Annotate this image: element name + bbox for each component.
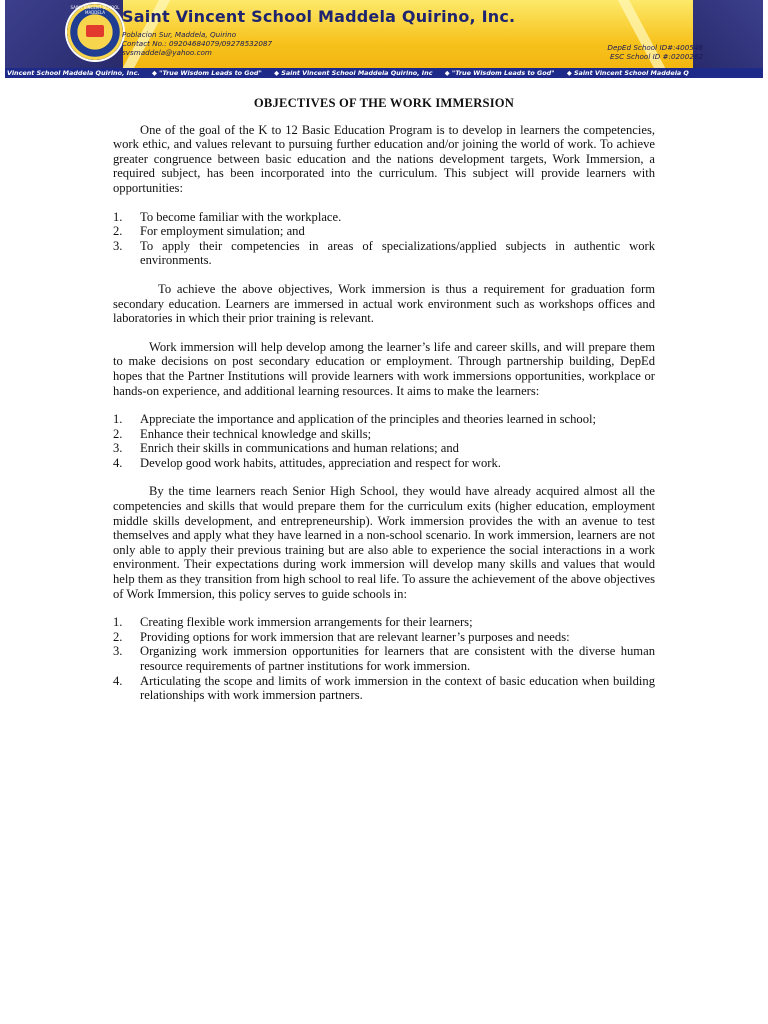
esc-school-id: ESC School ID #:0200262 (610, 52, 703, 61)
document-body (113, 96, 655, 703)
paragraph-requirement: To achieve the above objectives, Work immersion is thus a requirement for graduation form secondary education. Learners are immersed in actual work environment such as workshops offices and laboratories in which their prior training is relevant. (113, 281, 655, 326)
motto-strip (5, 68, 763, 78)
list-item: 4. Develop good work habits, attitudes, appreciation and respect for work. (113, 455, 501, 470)
letterhead-banner (5, 0, 763, 78)
list-item: 1. Appreciate the importance and application of the principles and theories learned in school; (113, 412, 597, 427)
banner-right-accent (693, 0, 763, 78)
paragraph-intro: One of the goal of the K to 12 Basic Education Program is to develop in learners the competencies, work ethic, and values relevant to pursuing further education and/or joining the world of work. To achieve greater congruence between basic education and the nations development targets, Work Immersion, a required subject, has been incorporated into the curriculum. This subject will provide learners with opportunities: (113, 122, 655, 195)
paragraph-senior-high: By the time learners reach Senior High School, they would have already acquired almost all the competencies and skills that would prepare them for the curriculum exits (higher education, employment middle skills development, and entrepreneurship). Work immersion provides the with an avenue to test themselves and apply what they have learned in a non-school scenario. In work immersion, learners are not only able to apply their previous training but are also able to experience the social interactions in a work environment. Their expectations during work immersion will develop many skills and values that would help them as they transition from high school to real life. To assure the achievement of the above objectives of Work Immersion, this policy serves to guide schools in: (113, 484, 656, 601)
motto-item: ◆ "True Wisdom Leads to God" (444, 69, 555, 77)
document-title: OBJECTIVES OF THE WORK IMMERSION (253, 96, 515, 110)
email-text: svsmaddela@yahoo.com (122, 48, 212, 57)
book-icon (86, 25, 104, 37)
deped-school-id: DepEd School ID#:400546 (607, 43, 703, 52)
paragraph-skills: Work immersion will help develop among the learner’s life and career skills, and will prepare them to make decisions on post secondary education or employment. Through partnership building, DepEd hopes that the Partner Institutions will provide learners with work immersions opportunities, workplace or hands-on experience, and additional learning resources. It aims to make the learners: (113, 339, 655, 398)
learner-aims-list (113, 412, 655, 470)
policy-guide-list (113, 615, 655, 703)
address-text: Poblacion Sur, Maddela, Quirino (122, 30, 237, 39)
school-name: Saint Vincent School Maddela Quirino, Inc. (122, 7, 516, 26)
contact-number: Contact No.: 09204684079/09278532087 (122, 39, 273, 48)
list-item: 3. Organizing work immersion opportunities for learners that are consistent with the diverse human resource requirements of partner institutions for work immersion. (113, 644, 655, 673)
list-item: 4. Articulating the scope and limits of work immersion in the context of basic education when building relationships with work immersion partners. (113, 673, 655, 703)
seal-text: SAINT VINCENT SCHOOL MADDELA (70, 5, 120, 15)
list-item: 3. Enrich their skills in communications and human relations; and (113, 441, 459, 456)
list-item: 2. Enhance their technical knowledge and skills; (113, 426, 372, 441)
opportunities-list (113, 210, 655, 268)
list-item: 1. Creating flexible work immersion arrangements for their learners; (113, 615, 473, 630)
list-item: 3. To apply their competencies in areas of specializations/applied subjects in authentic work environments. (113, 238, 655, 268)
school-ids (607, 43, 703, 61)
contact-block (122, 30, 272, 57)
list-item: 2. For employment simulation; and (113, 224, 305, 239)
motto-item: ◆ Saint Vincent School Maddela Q (566, 69, 689, 77)
banner-stripe (613, 0, 688, 78)
school-seal-logo (67, 4, 123, 60)
list-item: 2. Providing options for work immersion that are relevant learner’s purposes and needs: (113, 629, 570, 644)
list-item: 1. To become familiar with the workplace. (113, 209, 342, 224)
motto-item: ◆ "True Wisdom Leads to God" (152, 69, 262, 77)
motto-item: Vincent School Maddela Quirino, Inc. (7, 69, 140, 77)
motto-item: ◆ Saint Vincent School Maddela Quirino, Inc (274, 69, 433, 77)
